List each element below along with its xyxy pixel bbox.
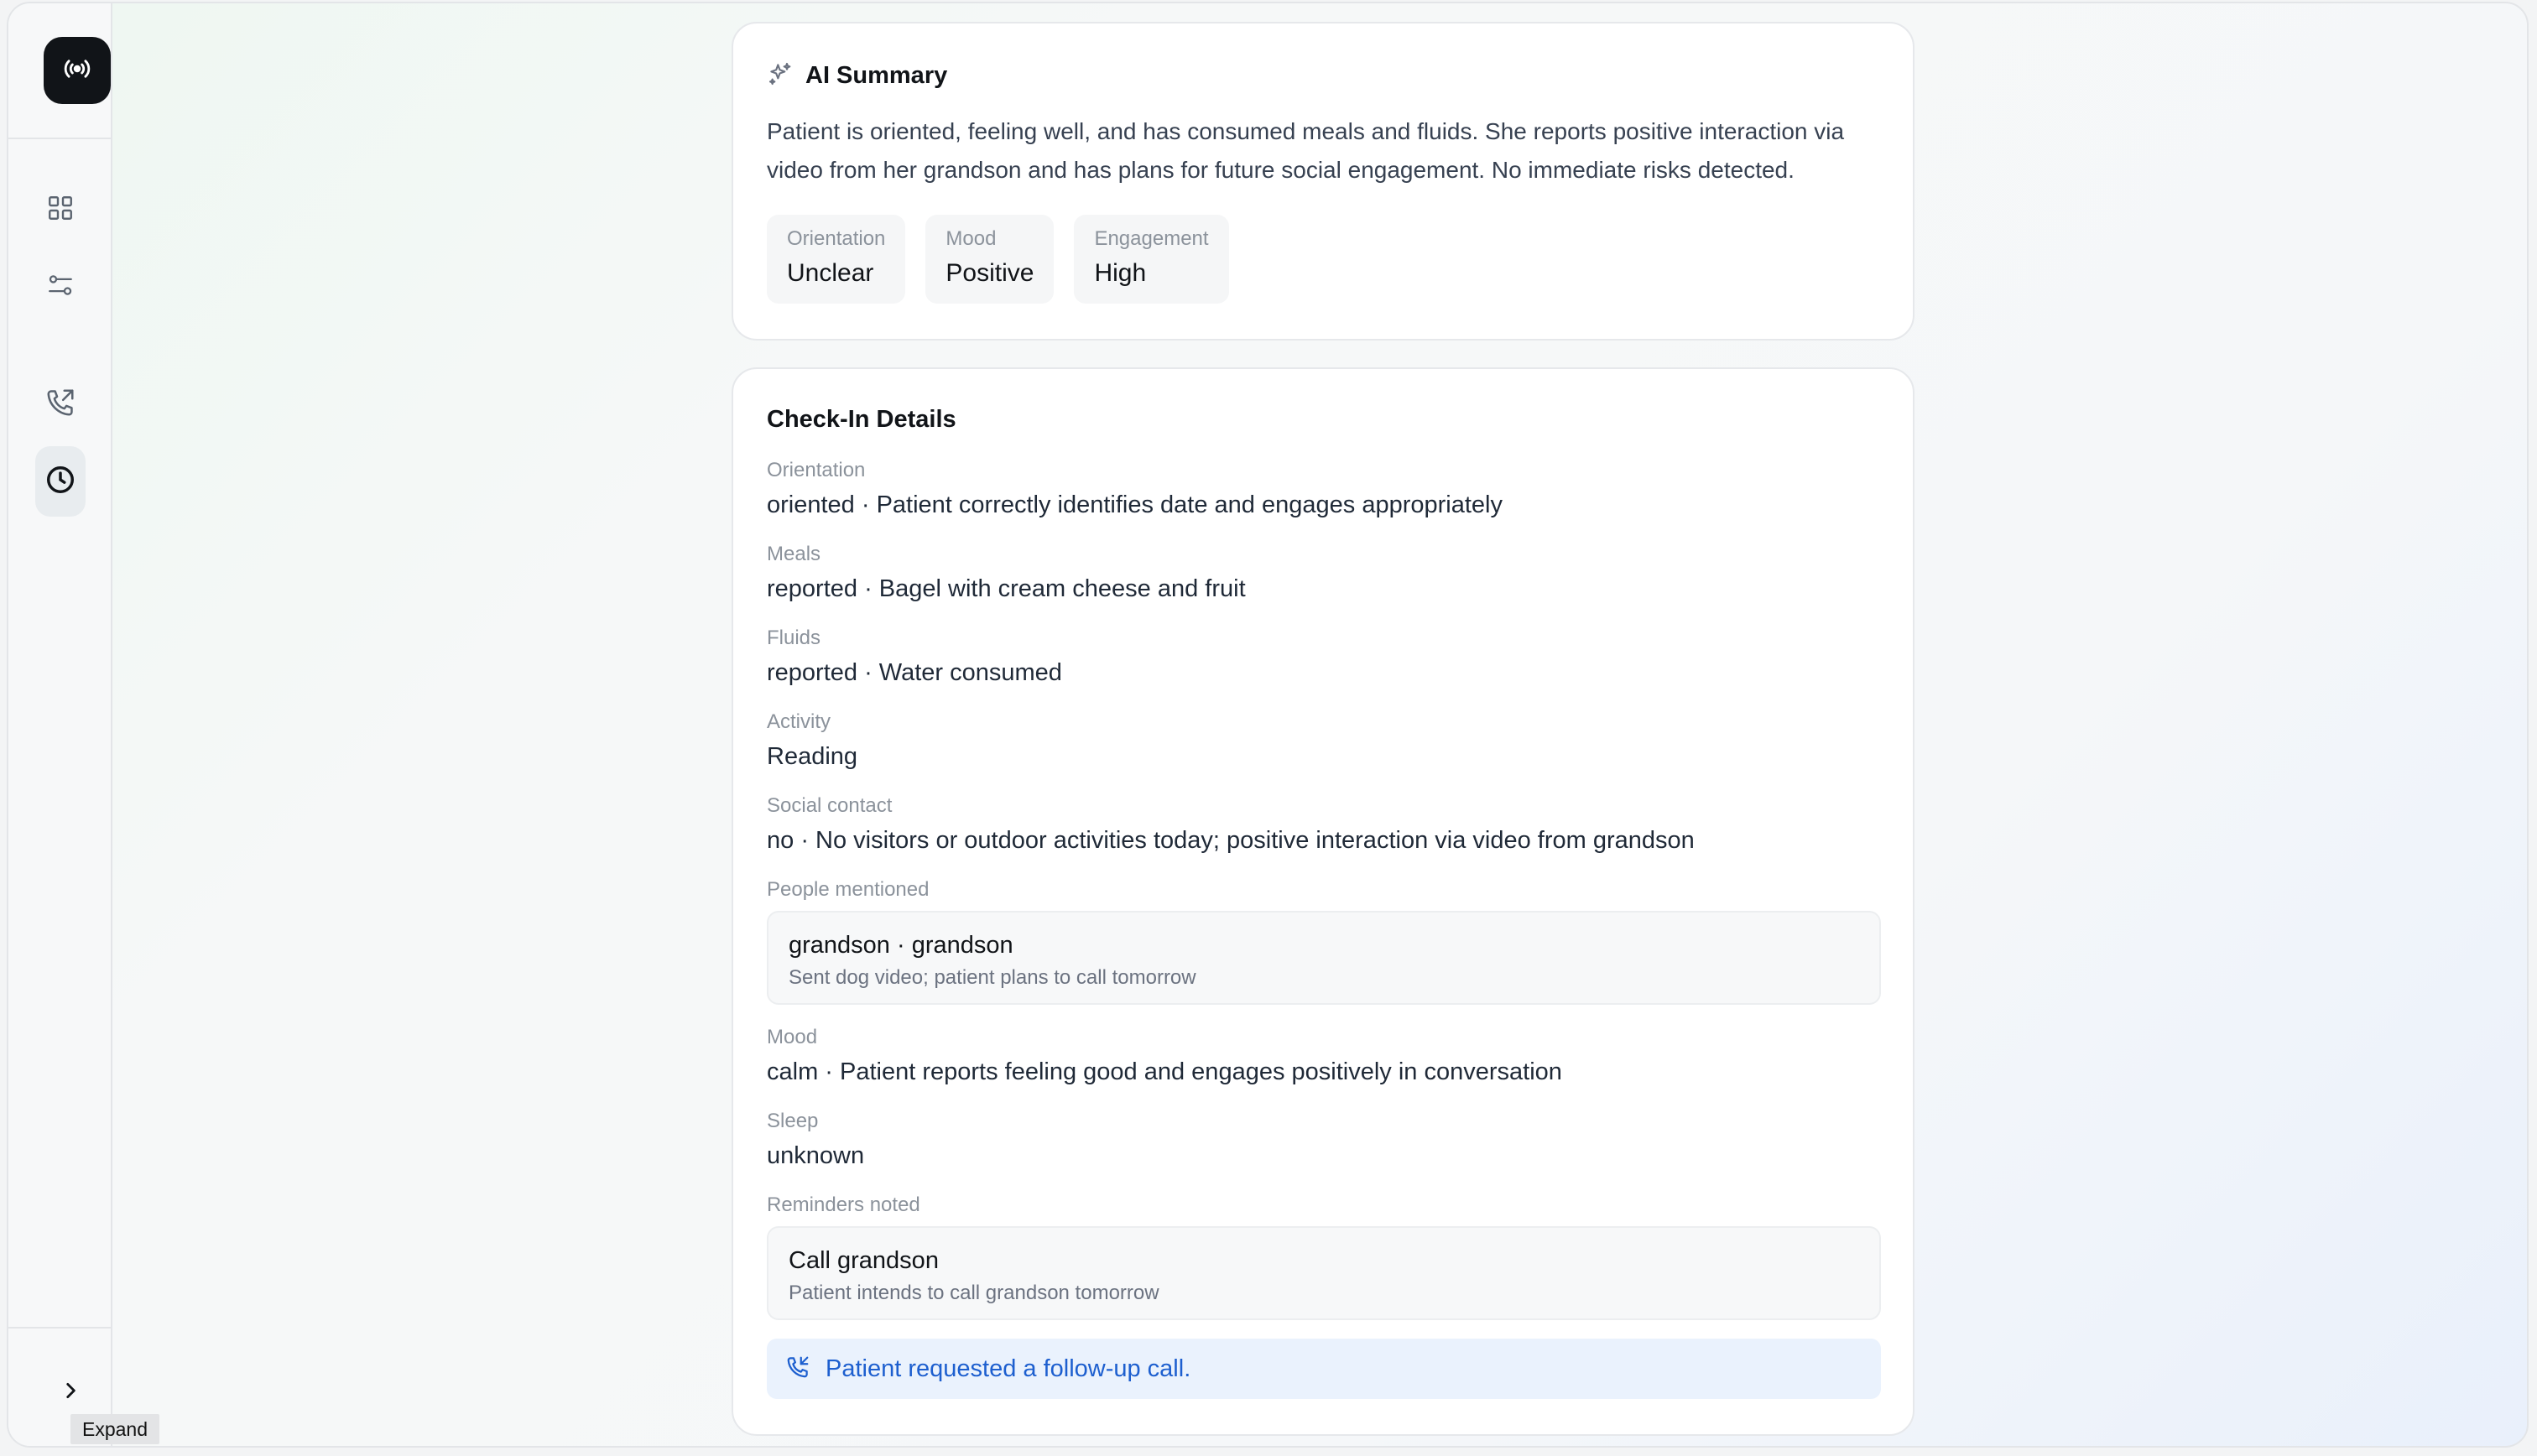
chip-label: Mood [946, 227, 997, 250]
chevron-right-icon [60, 1380, 81, 1406]
chip-label: Orientation [787, 227, 886, 250]
field-value: no · No visitors or outdoor activities today; positive interaction via video from grandson [767, 827, 1695, 854]
chip-label: Engagement [1094, 227, 1209, 250]
chip-value: High [1094, 259, 1147, 287]
summary-chips [767, 215, 1229, 304]
sleep-field [767, 1109, 1883, 1173]
expand-tooltip: Expand [70, 1414, 159, 1444]
reminder-note: Patient intends to call grandson tomorrow [789, 1282, 1159, 1304]
phone-incoming-icon [785, 1355, 810, 1384]
reminder-title: Call grandson [789, 1247, 939, 1274]
field-label: Sleep [767, 1110, 819, 1132]
social-contact-field [767, 793, 1883, 857]
summary-header [767, 60, 947, 91]
field-label: Social contact [767, 794, 893, 817]
phone-outgoing-icon [44, 387, 76, 423]
mood-field [767, 1025, 1883, 1089]
expand-button[interactable] [45, 1367, 96, 1417]
nav-outbound-calls[interactable] [35, 379, 86, 429]
orientation-chip [767, 215, 905, 304]
nav-history[interactable] [35, 446, 86, 517]
field-value: reported · Bagel with cream cheese and fruit [767, 575, 1246, 602]
fluids-field [767, 626, 1883, 689]
field-label: Meals [767, 543, 821, 565]
chip-value: Unclear [787, 259, 874, 287]
orientation-field [767, 458, 1883, 522]
follow-up-banner [767, 1339, 1881, 1399]
chip-value: Positive [946, 259, 1034, 287]
field-value: calm · Patient reports feeling good and engages positively in conversation [767, 1058, 1562, 1085]
sidebar [8, 3, 112, 1446]
sparkles-icon [767, 60, 794, 91]
sliders-icon [46, 271, 75, 304]
nav-dashboard[interactable] [35, 185, 86, 235]
field-value: unknown [767, 1142, 865, 1169]
people-mentioned-field [767, 877, 1883, 902]
grid-icon [45, 193, 76, 227]
field-value: Reading [767, 743, 858, 770]
engagement-chip [1074, 215, 1228, 304]
person-card [767, 911, 1881, 1005]
field-label: Reminders noted [767, 1193, 920, 1216]
ai-summary-card [732, 22, 1914, 341]
person-name: grandson · grandson [789, 932, 1013, 959]
field-label: Activity [767, 710, 831, 733]
summary-title: AI Summary [805, 62, 948, 89]
clock-icon [44, 464, 76, 500]
meals-field [767, 542, 1883, 606]
field-label: Orientation [767, 459, 866, 481]
person-note: Sent dog video; patient plans to call tomorrow [789, 966, 1196, 989]
nav-settings[interactable] [35, 262, 86, 312]
field-label: Fluids [767, 627, 821, 649]
broadcast-icon [63, 55, 91, 87]
mood-chip [925, 215, 1054, 304]
summary-text: Patient is oriented, feeling well, and has consumed meals and fluids. She reports positive interaction via video from her grandson and has plans for future social engagement. No immediate risks detected. [767, 118, 1845, 183]
app-window [7, 2, 2529, 1448]
sidebar-divider [8, 1327, 112, 1329]
details-title: Check-In Details [767, 406, 956, 433]
reminders-field [767, 1193, 1883, 1218]
reminder-card [767, 1226, 1881, 1320]
field-value: oriented · Patient correctly identifies date and engages appropriately [767, 491, 1503, 518]
check-in-details-card [732, 367, 1914, 1436]
sidebar-divider [8, 138, 112, 139]
field-label: People mentioned [767, 878, 930, 901]
follow-up-text: Patient requested a follow-up call. [826, 1355, 1191, 1382]
activity-field [767, 710, 1883, 773]
app-logo[interactable] [44, 37, 111, 104]
field-label: Mood [767, 1026, 818, 1048]
field-value: reported · Water consumed [767, 659, 1062, 686]
